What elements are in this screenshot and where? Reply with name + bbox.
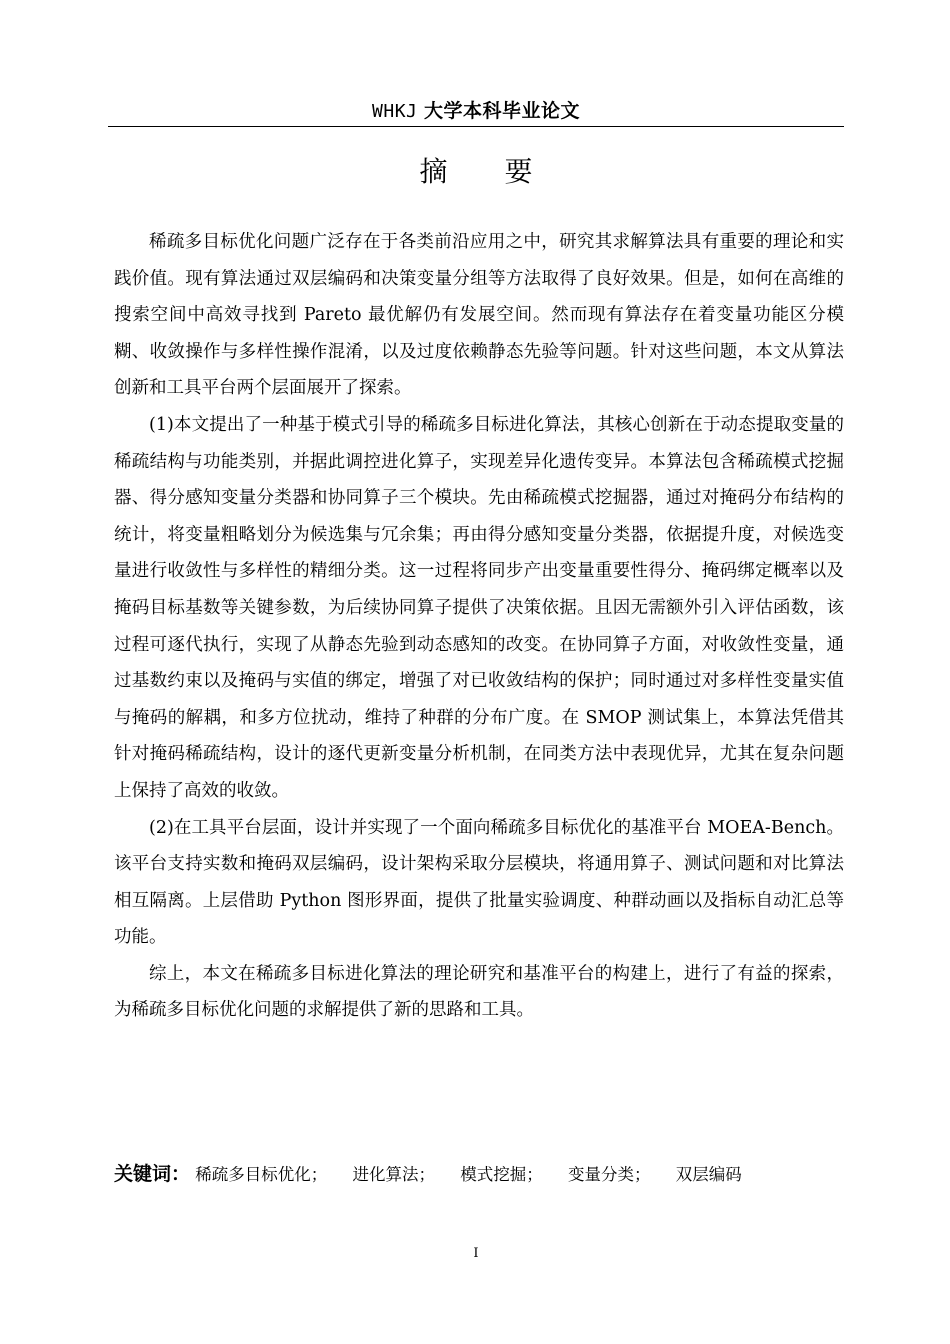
header-latin: WHKJ bbox=[372, 101, 418, 122]
paragraph-summary: 综上，本文在稀疏多目标进化算法的理论研究和基准平台的构建上，进行了有益的探索，为稀疏多目标优化问题的求解提供了新的思路和工具。 bbox=[114, 963, 844, 1021]
page-number: I bbox=[473, 1246, 479, 1261]
header-title: 大学本科毕业论文 bbox=[423, 100, 580, 122]
keyword-item: 稀疏多目标优化； bbox=[195, 1165, 328, 1184]
keyword-item: 变量分类； bbox=[568, 1165, 651, 1184]
page-header bbox=[108, 96, 844, 126]
keywords-label: 关键词： bbox=[114, 1163, 191, 1185]
keyword-item: 进化算法； bbox=[352, 1165, 436, 1184]
paragraph-platform: (2)在工具平台层面，设计并实现了一个面向稀疏多目标优化的基准平台 MOEA-Bench。该平台支持实数和掩码双层编码，设计架构采取分层模块，将通用算子、测试问题和对比算法相互隔离。上层借助 Python 图形界面，提供了批量实验调度、种群动画以及指标自动汇总等功能。 bbox=[114, 817, 844, 948]
keyword-item: 模式挖掘； bbox=[460, 1165, 543, 1184]
abstract-body bbox=[114, 224, 844, 1029]
header-rule bbox=[108, 126, 844, 127]
keyword-item: 双层编码 bbox=[675, 1165, 742, 1184]
abstract-title: 摘 要 bbox=[419, 155, 557, 188]
paragraph-algorithm: (1)本文提出了一种基于模式引导的稀疏多目标进化算法，其核心创新在于动态提取变量的稀疏结构与功能类别，并据此调控进化算子，实现差异化遗传变异。本算法包含稀疏模式挖掘器、得分感知变量分类器和协同算子三个模块。先由稀疏模式挖掘器，通过对掩码分布结构的统计，将变量粗略划分为候选集与冗余集；再由得分感知变量分类器，依据提升度，对候选变量进行收敛性与多样性的精细分类。这一过程将同步产出变量重要性得分、掩码绑定概率以及掩码目标基数等关键参数，为后续协同算子提供了决策依据。且因无需额外引入评估函数，该过程可逐代执行，实现了从静态先验到动态感知的改变。在协同算子方面，对收敛性变量，通过基数约束以及掩码与实值的绑定，增强了对已收敛结构的保护；同时通过对多样性变量实值与掩码的解耦，和多方位扰动，维持了种群的分布广度。在 SMOP 测试集上，本算法凭借其针对掩码稀疏结构，设计的逐代更新变量分析机制，在同类方法中表现优异，尤其在复杂问题上保持了高效的收敛。 bbox=[114, 414, 844, 801]
paragraph-intro: 稀疏多目标优化问题广泛存在于各类前沿应用之中，研究其求解算法具有重要的理论和实践价值。现有算法通过双层编码和决策变量分组等方法取得了良好效果。但是，如何在高维的搜索空间中高效寻找到 Pareto 最优解仍有发展空间。然而现有算法存在着变量功能区分模糊、收敛操作与多样性操作混淆，以及过度依赖静态先验等问题。针对这些问题，本文从算法创新和工具平台两个层面展开了探索。 bbox=[114, 232, 844, 399]
keywords-line bbox=[114, 1156, 844, 1193]
